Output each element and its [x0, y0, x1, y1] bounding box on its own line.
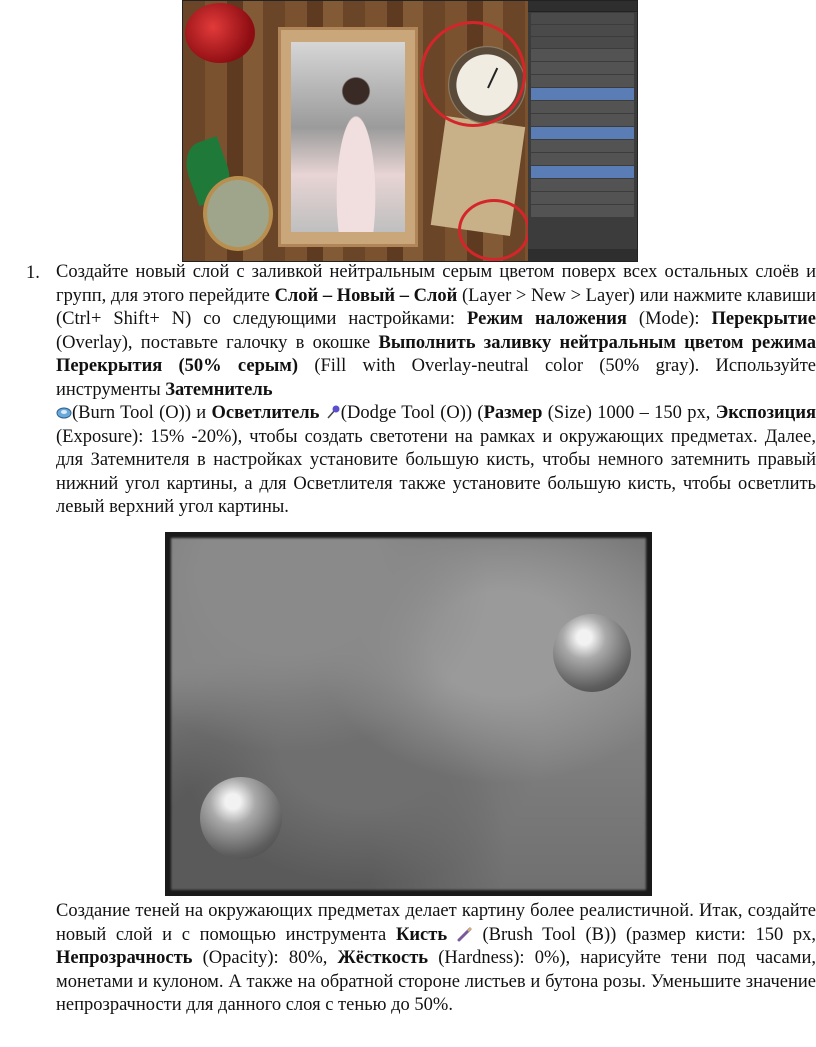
collage-screenshot: [182, 0, 638, 262]
layers-panel: [528, 1, 637, 261]
photo-frame: [278, 27, 418, 247]
layer-row[interactable]: [531, 153, 634, 165]
brush-shadow-paragraph: Создание теней на окружающих предметах делает картину более реалистичной. Итак, создайте новый слой и с помощью инструмента Кисть (Brush Tool (B)) (размер кисти: 150 px, Непрозрачность (Opacity): 80%, Жёсткость (Hardness): 0%), нарисуйте тени под часами, монетами и кулоном. А также на обратной стороне листьев и бутона розы. Уменьшите значение непрозрачности для данного слоя с тенью до 50%.: [56, 901, 816, 1015]
layer-row[interactable]: [531, 205, 634, 217]
brush-tool-icon: [457, 926, 473, 942]
lady-figure: [326, 72, 386, 232]
highlight-circle-coins: [458, 199, 530, 261]
layer-row[interactable]: [531, 62, 634, 74]
highlight-circle-clock: [420, 21, 526, 127]
layers-filter-row[interactable]: [531, 13, 634, 24]
layer-row-selected[interactable]: [531, 166, 634, 178]
photo-inner: [291, 42, 405, 232]
layer-row[interactable]: [531, 49, 634, 61]
burn-tool-icon: [56, 404, 72, 420]
layer-row[interactable]: [531, 75, 634, 87]
layers-panel-tabs[interactable]: [528, 1, 637, 12]
dodge-tool-icon: [325, 404, 341, 420]
pendant-highlight-sphere: [200, 777, 282, 859]
lock-fill-row[interactable]: [531, 37, 634, 48]
mirror-image: [203, 176, 273, 251]
rose-image: [185, 3, 255, 63]
layer-row-selected[interactable]: [531, 88, 634, 100]
layer-row[interactable]: [531, 101, 634, 113]
list-number: 1.: [26, 263, 40, 283]
gray-overlay-preview: [165, 532, 652, 896]
layer-row-selected[interactable]: [531, 127, 634, 139]
instruction-paragraph: Создайте новый слой с заливкой нейтральным серым цветом поверх всех остальных слоёв и групп, для этого перейдите Слой – Новый – Слой (Layer > New > Layer) или нажмите клавиши (Ctrl+ Shift+ N) со следующими настройками: Режим наложения (Mode): Перекрытие (Overlay), поставьте галочку в окошке Выполнить заливку нейтральным цветом режима Перекрытия (50% серым) (Fill with Overlay-neutral color (50% gray). Используйте инструменты Затемнитель (Burn Tool (O)) и Осветлитель (Dodge Tool (O)) (Размер (Size) 1000 – 150 px, Экспозиция (Exposure): 15% -20%), чтобы создать светотени на рамках и окружающих предметах. Далее, для Затемнителя в настройках установите большую кисть, чтобы немного затемнить правый нижний угол картины, а для Осветлителя также установите большую кисть, чтобы осветлить левый верхний угол картины.: [56, 262, 816, 517]
layers-panel-footer[interactable]: [528, 249, 637, 261]
layer-row[interactable]: [531, 192, 634, 204]
layer-row[interactable]: [531, 114, 634, 126]
clock-highlight-sphere: [553, 614, 631, 692]
layer-row[interactable]: [531, 140, 634, 152]
blend-mode-row[interactable]: [531, 25, 634, 36]
layer-row[interactable]: [531, 179, 634, 191]
